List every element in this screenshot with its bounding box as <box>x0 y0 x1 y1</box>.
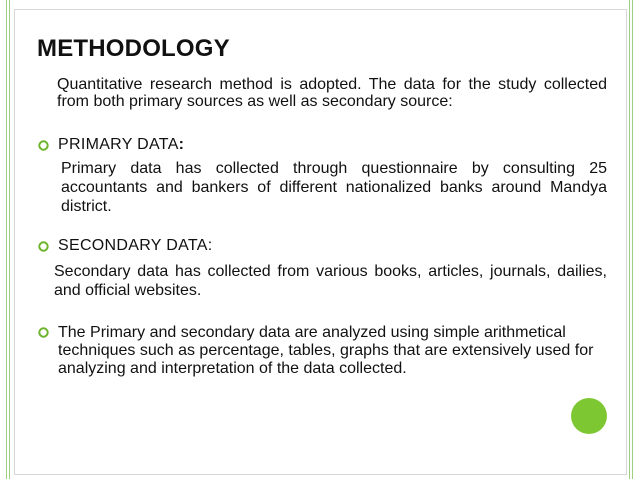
bullet-icon <box>38 140 49 151</box>
bullet-icon <box>38 241 49 252</box>
primary-data-heading <box>58 136 184 154</box>
decorative-line-3 <box>629 0 630 479</box>
bullet-icon <box>38 327 49 338</box>
decorative-line-4 <box>632 0 633 479</box>
secondary-data-heading: SECONDARY DATA: <box>58 237 213 254</box>
intro-paragraph: Quantitative research method is adopted. The data for the study collected from both primary sources as well as secondary source: <box>57 76 607 110</box>
primary-data-heading-colon: : <box>178 136 185 153</box>
analysis-paragraph: The Primary and secondary data are analyzed using simple arithmetical techniques such as percentage, tables, graphs that are extensively used for analyzing and interpretation of the data collected. <box>58 324 594 377</box>
decorative-line-2 <box>9 0 10 479</box>
primary-data-heading-text: PRIMARY DATA <box>58 136 179 153</box>
primary-data-paragraph: Primary data has collected through questionnaire by consulting 25 accountants and bankers of different nationalized banks around Mandya district. <box>61 160 607 215</box>
green-circle-decoration <box>571 398 607 434</box>
slide-title: METHODOLOGY <box>37 35 230 62</box>
secondary-data-paragraph: Secondary data has collected from various books, articles, journals, dailies, and official websites. <box>54 263 607 299</box>
decorative-line-1 <box>6 0 7 479</box>
